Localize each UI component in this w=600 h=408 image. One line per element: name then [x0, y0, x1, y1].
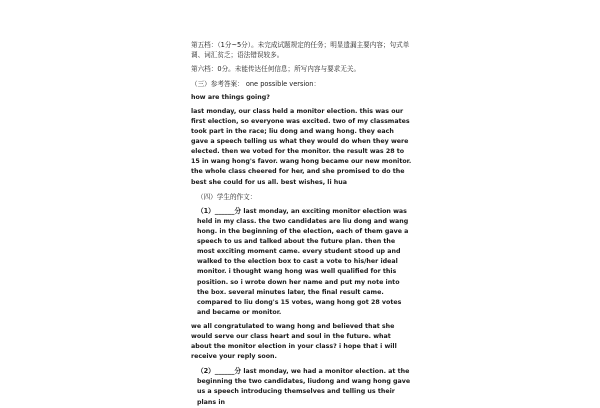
- essay-1-paragraph-2: we all congratulated to wang hong and believed that she would serve our class heart and soul in the future. what about the monitor election in your class? i hope that i will receive your reply soon.: [191, 322, 397, 361]
- document-column: [191, 40, 413, 408]
- scoring-level-5: 第五档：（1分~5分）。未完成试题规定的任务；明显遗漏主要内容；句式单调、词汇贫乏；语法错误较多。: [191, 41, 410, 60]
- reference-heading: （三）参考答案： one possible version：: [191, 79, 321, 88]
- essay-1-text-1: last monday, an exciting monitor election was held in my class. the two candidates are liu dong and wang hong. in the beginning of the election, each of them gave a speech to us and talked about the future plan. then the most exciting moment came. every student stood up and walked to the election box to cast a vote to his/her ideal monitor. i thought wang hong was well qualified for this position. so i wrote down her name and put my note into the box. several minutes later, the final result came. compared to liu dong's 15 votes, wang hong got 28 votes and became or monitor.: [197, 207, 409, 316]
- scoring-level-6: 第六档：0分。未能传达任何信息；所写内容与要求无关。: [191, 65, 361, 74]
- reference-greeting: how are things going?: [191, 93, 270, 101]
- essay-2-score-label: （2）______分: [197, 367, 242, 376]
- essay-1-paragraph-1: [191, 206, 413, 318]
- students-heading: （四）学生的作文：: [197, 192, 257, 201]
- essay-2-text-1: last monday, we had a monitor election. at the beginning the two candidates, liudong and wang hong gave us a speech introducing themselves and telling us their plans in: [197, 368, 411, 406]
- essay-2-paragraph-1: [191, 366, 413, 407]
- essay-1-score-label: （1）______分: [197, 206, 242, 215]
- reference-body: last monday, our class held a monitor election. this was our first election, so everyone was excited. two of my classmates took part in the race; liu dong and wang hong. they each gave a speech telling us what they would do when they were elected. then we voted for the monitor. the result was 28 to 15 in wang hong's favor. wang hong became our new monitor. the whole class cheered for her, and she promised to do the best she could for us all. best wishes, li hua: [191, 107, 412, 186]
